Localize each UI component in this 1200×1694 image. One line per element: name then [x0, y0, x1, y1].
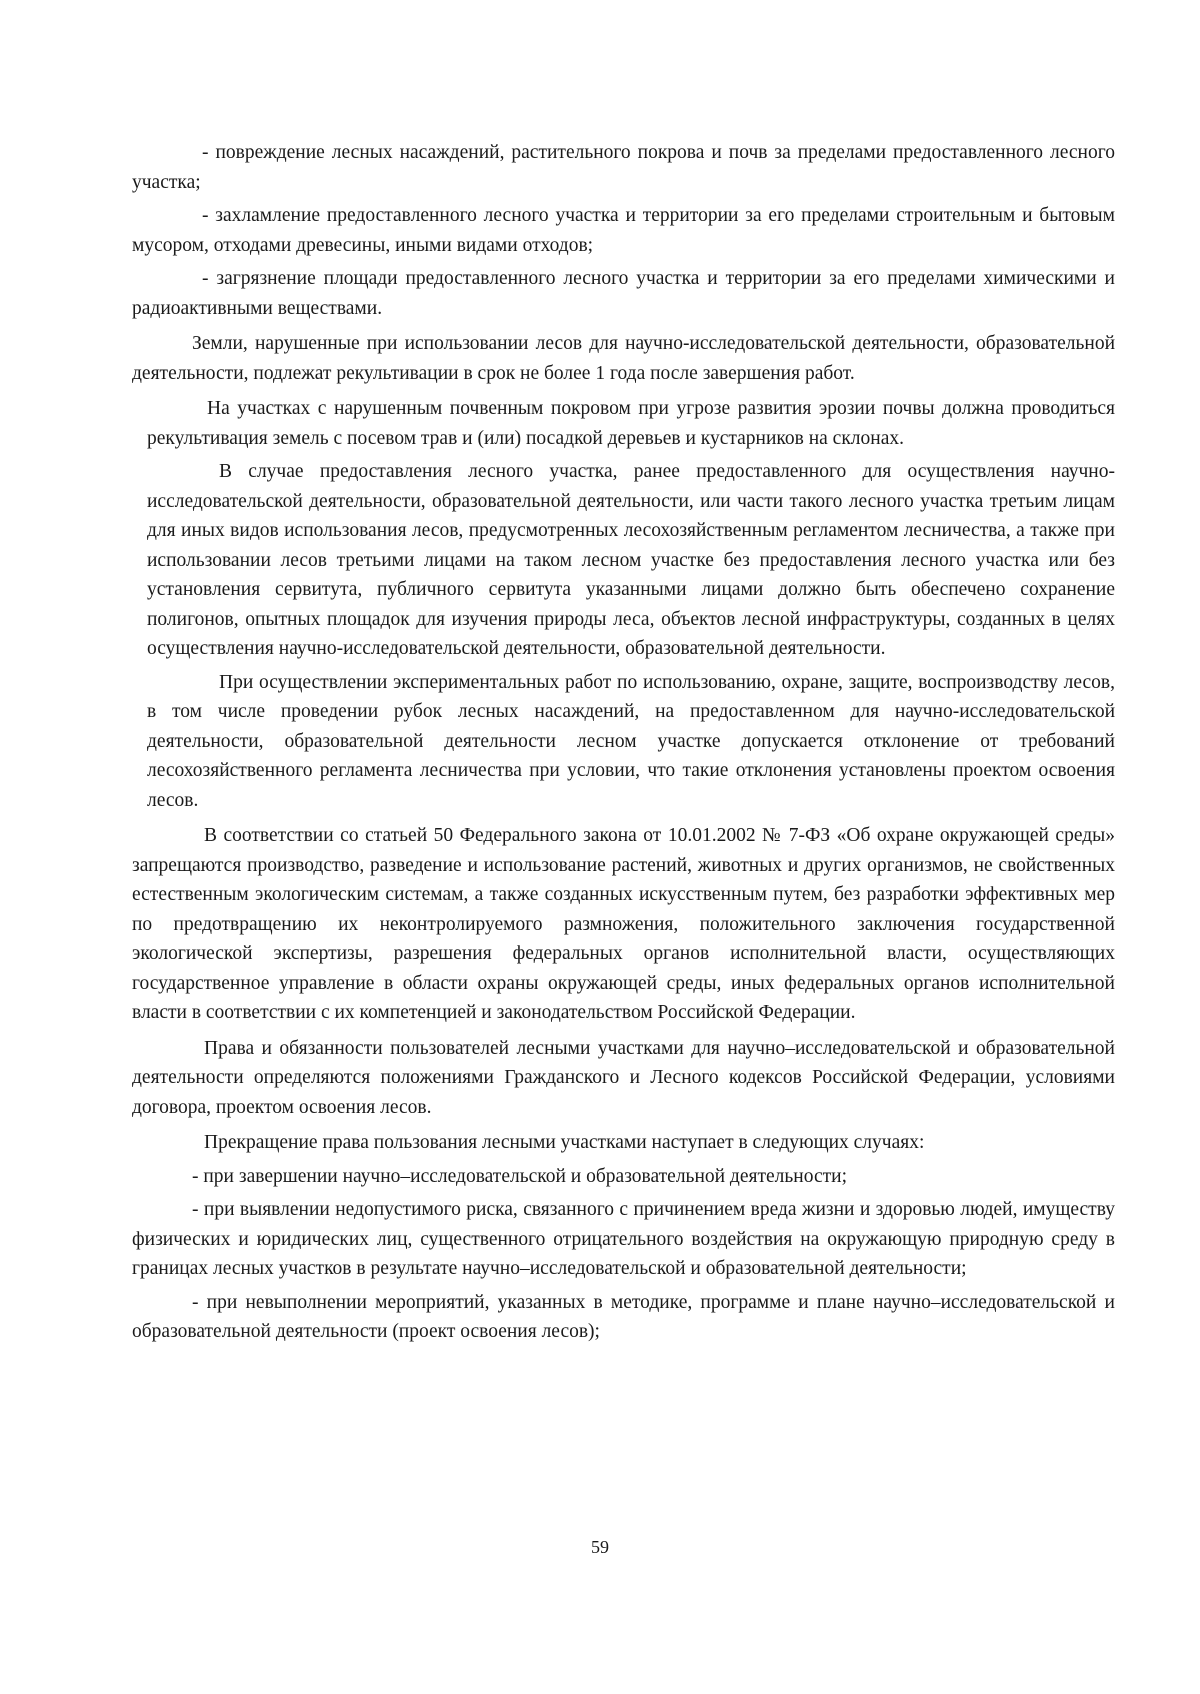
paragraph-bullet-risk: - при выявлении недопустимого риска, связанного с причинением вреда жизни и здоровью людей, имуществу физических и юридических лиц, существенного отрицательного воздействия на окружающую природную среду в границах лесных участков в результате научно–исследовательской и образовательной деятельности; [132, 1199, 1115, 1279]
paragraph-bullet-damage: - повреждение лесных насаждений, растительного покрова и почв за пределами предоставленного лесного участка; [132, 142, 1115, 193]
paragraph-third-parties: В случае предоставления лесного участка, ранее предоставленного для осуществления научно-исследовательской деятельности, образовательной деятельности, или части такого лесного участка третьим лицам для иных видов использования лесов, предусмотренных лесохозяйственным регламентом лесничества, а также при использовании лесов третьими лицами на таком лесном участке без предоставления лесного участка или без установления сервитута, публичного сервитута указанными лицами должно быть обеспечено сохранение полигонов, опытных площадок для изучения природы леса, объектов лесной инфраструктуры, созданных в целях осуществления научно-исследовательской деятельности, образовательной деятельности. [147, 461, 1115, 659]
document-body [132, 138, 1115, 1347]
paragraph-environment-law: В соответствии со статьей 50 Федерального закона от 10.01.2002 № 7-ФЗ «Об охране окружающей среды» запрещаются производство, разведение и использование растений, животных и других организмов, не свойственных естественным экологическим системам, а также созданных искусственным путем, без разработки эффективных мер по предотвращению их неконтролируемого размножения, положительного заключения государственной экологической экспертизы, разрешения федеральных органов исполнительной власти, осуществляющих государственное управление в области охраны окружающей среды, иных федеральных органов исполнительной власти в соответствии с их компетенцией и законодательством Российской Федерации. [132, 825, 1115, 1023]
paragraph-bullet-completion: - при завершении научно–исследовательской и образовательной деятельности; [192, 1165, 847, 1187]
paragraph-bullet-littering: - захламление предоставленного лесного участка и территории за его пределами строительным и бытовым мусором, отходами древесины, иными видами отходов; [132, 205, 1115, 256]
paragraph-bullet-pollution: - загрязнение площади предоставленного лесного участка и территории за его пределами химическими и радиоактивными веществами. [132, 268, 1115, 319]
paragraph-rights-obligations: Права и обязанности пользователей лесными участками для научно–исследовательской и образовательной деятельности определяются положениями Гражданского и Лесного кодексов Российской Федерации, условиями договора, проектом освоения лесов. [132, 1037, 1115, 1118]
paragraph-bullet-non-fulfillment: - при невыполнении мероприятий, указанных в методике, программе и плане научно–исследовательской и образовательной деятельности (проект освоения лесов); [132, 1291, 1115, 1342]
paragraph-erosion: На участках с нарушенным почвенным покровом при угрозе развития эрозии почвы должна проводиться рекультивация земель с посевом трав и (или) посадкой деревьев и кустарников на склонах. [147, 398, 1115, 449]
paragraph-experimental-works: При осуществлении экспериментальных работ по использованию, охране, защите, воспроизводству лесов, в том числе проведении рубок лесных насаждений, на предоставленном для научно-исследовательской деятельности, образовательной деятельности лесном участке допускается отклонение от требований лесохозяйственного регламента лесничества при условии, что такие отклонения установлены проектом освоения лесов. [147, 671, 1115, 811]
paragraph-reclamation: Земли, нарушенные при использовании лесов для научно-исследовательской деятельности, образовательной деятельности, подлежат рекультивации в срок не более 1 года после завершения работ. [132, 333, 1115, 384]
paragraph-termination-intro: Прекращение права пользования лесными участками наступает в следующих случаях: [204, 1132, 925, 1153]
page-number: 59 [591, 1537, 609, 1557]
